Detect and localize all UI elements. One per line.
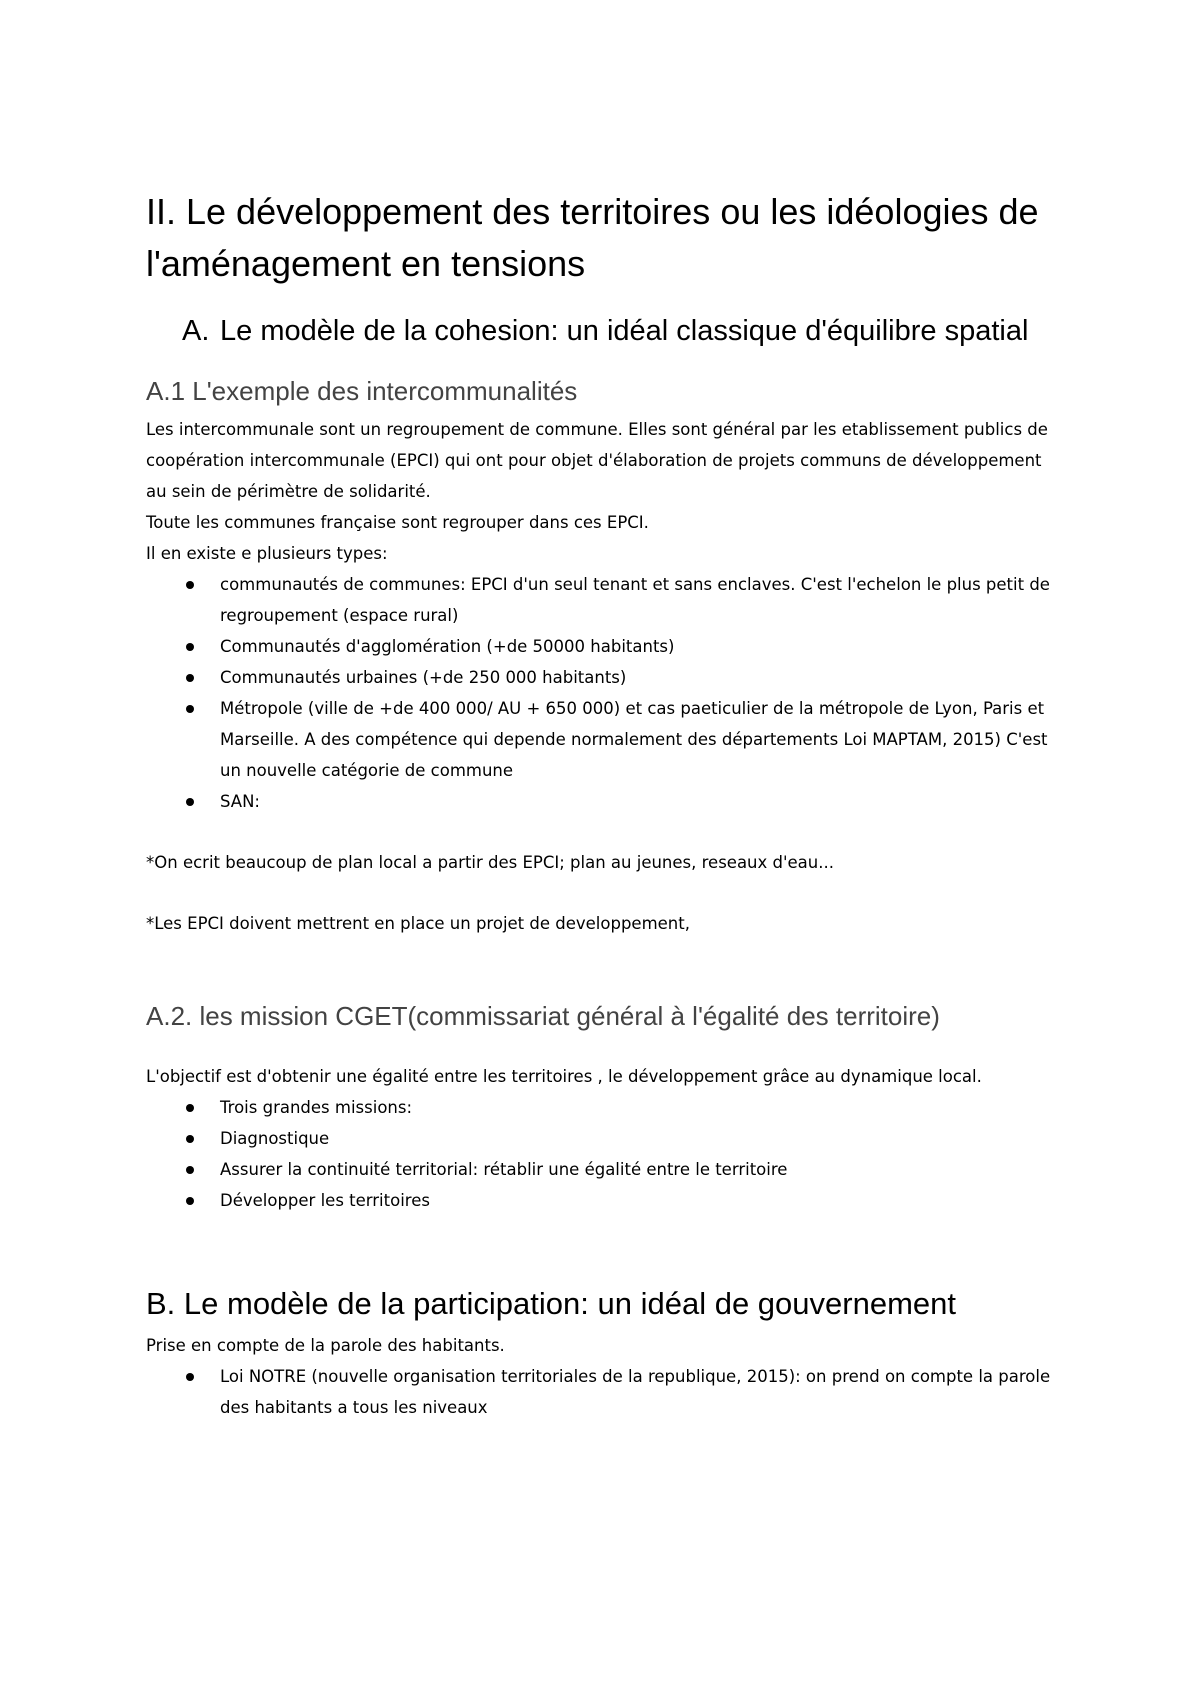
list-item [146,1092,1066,1123]
bullet-icon [186,674,194,682]
bullet-icon [186,798,194,806]
list-item-text: Diagnostique [220,1129,330,1148]
a1-note-1: *On ecrit beaucoup de plan local a partir des EPCI; plan au jeunes, reseaux d'eau... [146,853,834,872]
list-item [146,1123,1066,1154]
subsection-a2-heading: A.2. les mission CGET(commissariat général à l'égalité des territoire) [146,1001,940,1031]
list-item-text: Assurer la continuité territorial: rétablir une égalité entre le territoire [220,1160,788,1179]
list-item [146,631,1066,662]
a1-note-2: *Les EPCI doivent mettrent en place un projet de developpement, [146,914,690,933]
list-item-text: Métropole (ville de +de 400 000/ AU + 650 000) et cas paeticulier de la métropole de Lyon, Paris et Marseille. A des compétence qui depende normalement des départements Loi MAPTAM, 2015) C'est un nouvelle catégorie de commune [220,699,1048,780]
section-a-heading-item [146,312,1066,350]
list-item-text: Communautés urbaines (+de 250 000 habitants) [220,668,627,687]
list-item-text: Développer les territoires [220,1191,430,1210]
bullet-icon [186,1135,194,1143]
list-item [146,693,1066,786]
b-paragraph-1: Prise en compte de la parole des habitants. [146,1336,505,1355]
list-item-text: Communautés d'agglomération (+de 50000 habitants) [220,637,675,656]
a1-bullet-list [146,569,1066,817]
document-title: II. Le développement des territoires ou les idéologies de l'aménagement en tensions [146,191,1039,284]
bullet-icon [186,643,194,651]
section-a-heading [146,312,1066,350]
bullet-icon [186,1373,194,1381]
list-item-text: communautés de communes: EPCI d'un seul tenant et sans enclaves. C'est l'echelon le plus petit de regroupement (espace rural) [220,575,1050,625]
bullet-icon [186,1166,194,1174]
section-b-heading: B. Le modèle de la participation: un idéal de gouvernement [146,1286,956,1321]
bullet-icon [186,581,194,589]
a2-paragraph-1: L'objectif est d'obtenir une égalité entre les territoires , le développement grâce au dynamique local. [146,1067,982,1086]
list-item [146,662,1066,693]
section-a-heading-text: Le modèle de la cohesion: un idéal classique d'équilibre spatial [220,315,1029,347]
list-item-text: Trois grandes missions: [220,1098,413,1117]
list-item [146,1361,1066,1423]
a1-paragraph-2: Toute les communes française sont regrouper dans ces EPCI. [146,513,649,532]
b-bullet-list [146,1361,1066,1423]
list-item [146,569,1066,631]
section-a-marker: A. [182,315,210,347]
bullet-icon [186,1104,194,1112]
list-item-text: SAN: [220,792,260,811]
bullet-icon [186,1197,194,1205]
document-content [146,186,1066,1423]
bullet-icon [186,705,194,713]
a1-paragraph-3: Il en existe e plusieurs types: [146,544,388,563]
a1-paragraph-1: Les intercommunale sont un regroupement de commune. Elles sont général par les etablissement publics de coopération intercommunale (EPCI) qui ont pour objet d'élaboration de projets communs de développement au sein de périmètre de solidarité. [146,420,1048,501]
list-item [146,786,1066,817]
list-item [146,1185,1066,1216]
a2-bullet-list [146,1092,1066,1216]
list-item [146,1154,1066,1185]
list-item-text: Loi NOTRE (nouvelle organisation territoriales de la republique, 2015): on prend on compte la parole des habitants a tous les niveaux [220,1367,1051,1417]
subsection-a1-heading: A.1 L'exemple des intercommunalités [146,376,578,406]
